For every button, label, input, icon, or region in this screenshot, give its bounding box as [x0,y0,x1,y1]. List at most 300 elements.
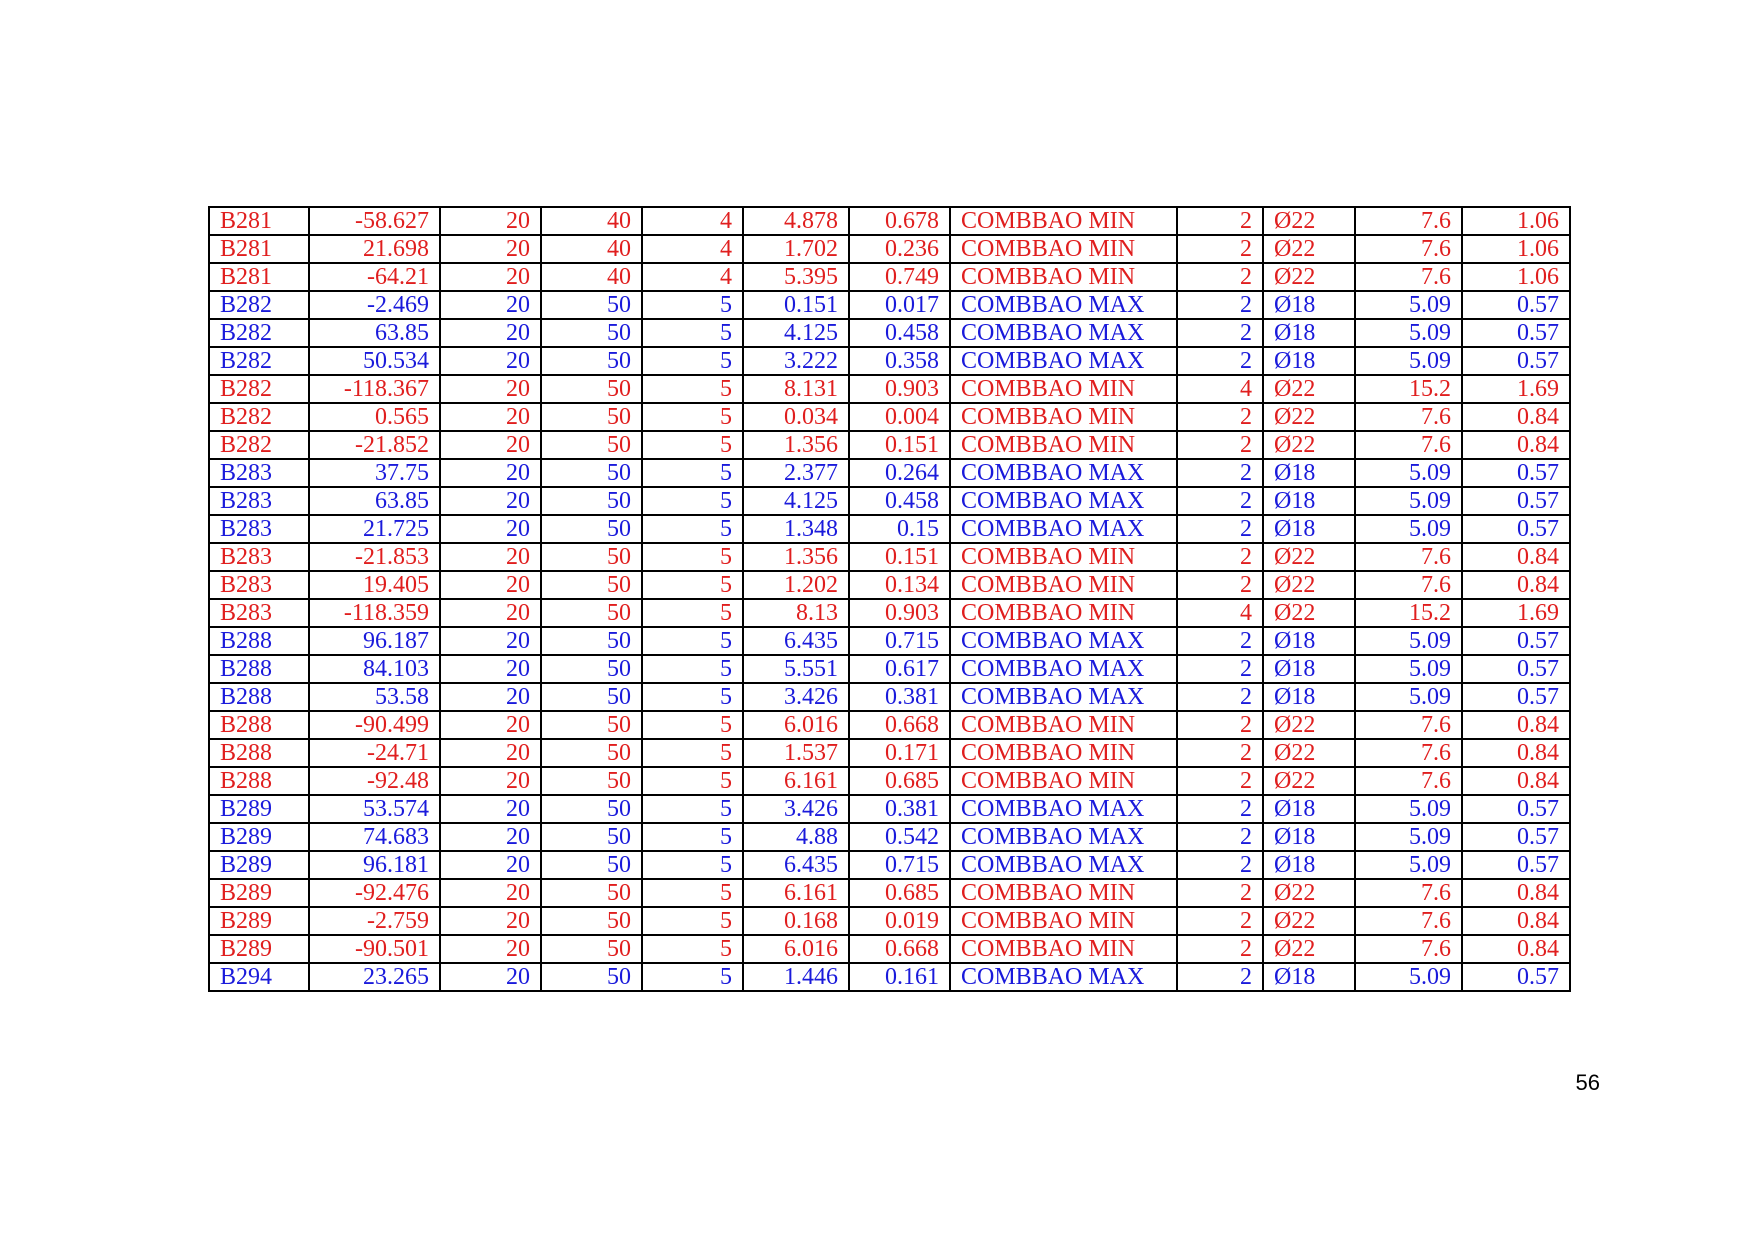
h-cell: 50 [541,291,642,319]
as-required-cell: 1.356 [743,431,849,459]
as-provided-cell: 7.6 [1355,207,1462,235]
combination-cell: COMBBAO MAX [950,655,1177,683]
h-cell: 50 [541,599,642,627]
a-cell: 5 [642,823,743,851]
b-cell: 20 [440,431,541,459]
a-cell: 5 [642,655,743,683]
ratio-cell: 0.15 [849,515,950,543]
combination-cell: COMBBAO MIN [950,431,1177,459]
beam-id-cell: B288 [209,655,309,683]
bar-diameter-cell: Ø22 [1263,599,1355,627]
bar-count-cell: 4 [1177,375,1263,403]
a-cell: 5 [642,739,743,767]
ratio-cell: 0.617 [849,655,950,683]
moment-cell: 63.85 [309,319,440,347]
h-cell: 50 [541,935,642,963]
beam-id-cell: B289 [209,795,309,823]
combination-cell: COMBBAO MIN [950,599,1177,627]
table-row [209,375,1570,403]
provided-ratio-cell: 0.57 [1462,683,1570,711]
table-row [209,207,1570,235]
table-row [209,767,1570,795]
a-cell: 5 [642,459,743,487]
as-required-cell: 6.016 [743,935,849,963]
ratio-cell: 0.685 [849,879,950,907]
h-cell: 50 [541,655,642,683]
combination-cell: COMBBAO MIN [950,207,1177,235]
bar-diameter-cell: Ø22 [1263,935,1355,963]
as-required-cell: 1.348 [743,515,849,543]
provided-ratio-cell: 0.57 [1462,795,1570,823]
table-row [209,319,1570,347]
combination-cell: COMBBAO MAX [950,683,1177,711]
combination-cell: COMBBAO MIN [950,739,1177,767]
a-cell: 5 [642,347,743,375]
bar-count-cell: 2 [1177,263,1263,291]
table-row [209,963,1570,991]
as-required-cell: 3.222 [743,347,849,375]
as-provided-cell: 7.6 [1355,739,1462,767]
table-row [209,907,1570,935]
a-cell: 5 [642,515,743,543]
provided-ratio-cell: 0.57 [1462,459,1570,487]
h-cell: 40 [541,235,642,263]
h-cell: 40 [541,207,642,235]
moment-cell: -64.21 [309,263,440,291]
h-cell: 50 [541,347,642,375]
b-cell: 20 [440,403,541,431]
as-provided-cell: 5.09 [1355,851,1462,879]
ratio-cell: 0.161 [849,963,950,991]
moment-cell: 96.187 [309,627,440,655]
as-provided-cell: 15.2 [1355,599,1462,627]
moment-cell: 74.683 [309,823,440,851]
as-provided-cell: 15.2 [1355,375,1462,403]
bar-diameter-cell: Ø18 [1263,459,1355,487]
as-required-cell: 0.151 [743,291,849,319]
moment-cell: 96.181 [309,851,440,879]
as-provided-cell: 7.6 [1355,403,1462,431]
as-required-cell: 0.168 [743,907,849,935]
ratio-cell: 0.458 [849,319,950,347]
combination-cell: COMBBAO MIN [950,879,1177,907]
moment-cell: 50.534 [309,347,440,375]
h-cell: 50 [541,879,642,907]
ratio-cell: 0.017 [849,291,950,319]
bar-diameter-cell: Ø22 [1263,431,1355,459]
b-cell: 20 [440,935,541,963]
table-row [209,711,1570,739]
table-row [209,655,1570,683]
h-cell: 50 [541,963,642,991]
bar-count-cell: 2 [1177,627,1263,655]
provided-ratio-cell: 0.84 [1462,739,1570,767]
moment-cell: -118.367 [309,375,440,403]
a-cell: 4 [642,235,743,263]
bar-count-cell: 2 [1177,291,1263,319]
a-cell: 5 [642,599,743,627]
moment-cell: 37.75 [309,459,440,487]
b-cell: 20 [440,627,541,655]
as-provided-cell: 7.6 [1355,571,1462,599]
h-cell: 50 [541,319,642,347]
b-cell: 20 [440,963,541,991]
beam-id-cell: B283 [209,543,309,571]
bar-diameter-cell: Ø18 [1263,347,1355,375]
combination-cell: COMBBAO MIN [950,235,1177,263]
h-cell: 50 [541,571,642,599]
table-row [209,879,1570,907]
a-cell: 5 [642,543,743,571]
ratio-cell: 0.542 [849,823,950,851]
table-row [209,543,1570,571]
h-cell: 50 [541,487,642,515]
h-cell: 50 [541,795,642,823]
bar-diameter-cell: Ø18 [1263,319,1355,347]
bar-count-cell: 2 [1177,403,1263,431]
moment-cell: -92.48 [309,767,440,795]
moment-cell: -118.359 [309,599,440,627]
bar-count-cell: 2 [1177,935,1263,963]
a-cell: 5 [642,683,743,711]
ratio-cell: 0.678 [849,207,950,235]
ratio-cell: 0.903 [849,599,950,627]
b-cell: 20 [440,375,541,403]
b-cell: 20 [440,207,541,235]
as-required-cell: 8.13 [743,599,849,627]
bar-count-cell: 2 [1177,515,1263,543]
moment-cell: -90.501 [309,935,440,963]
a-cell: 5 [642,795,743,823]
beam-id-cell: B282 [209,319,309,347]
bar-diameter-cell: Ø22 [1263,543,1355,571]
moment-cell: -24.71 [309,739,440,767]
as-provided-cell: 5.09 [1355,823,1462,851]
combination-cell: COMBBAO MAX [950,515,1177,543]
h-cell: 50 [541,375,642,403]
bar-diameter-cell: Ø22 [1263,263,1355,291]
as-provided-cell: 7.6 [1355,767,1462,795]
ratio-cell: 0.381 [849,795,950,823]
bar-diameter-cell: Ø18 [1263,487,1355,515]
beam-id-cell: B294 [209,963,309,991]
a-cell: 5 [642,375,743,403]
table-row [209,403,1570,431]
bar-diameter-cell: Ø22 [1263,207,1355,235]
a-cell: 5 [642,963,743,991]
provided-ratio-cell: 0.57 [1462,487,1570,515]
bar-diameter-cell: Ø22 [1263,235,1355,263]
provided-ratio-cell: 1.06 [1462,235,1570,263]
b-cell: 20 [440,347,541,375]
beam-id-cell: B283 [209,599,309,627]
as-required-cell: 6.435 [743,627,849,655]
ratio-cell: 0.358 [849,347,950,375]
beam-reinforcement-table [208,206,1571,992]
combination-cell: COMBBAO MAX [950,851,1177,879]
combination-cell: COMBBAO MIN [950,263,1177,291]
a-cell: 5 [642,571,743,599]
beam-id-cell: B281 [209,207,309,235]
as-provided-cell: 7.6 [1355,935,1462,963]
bar-count-cell: 2 [1177,711,1263,739]
h-cell: 50 [541,823,642,851]
provided-ratio-cell: 0.57 [1462,347,1570,375]
as-required-cell: 1.702 [743,235,849,263]
b-cell: 20 [440,823,541,851]
h-cell: 40 [541,263,642,291]
provided-ratio-cell: 1.06 [1462,207,1570,235]
provided-ratio-cell: 0.57 [1462,851,1570,879]
a-cell: 5 [642,851,743,879]
moment-cell: -21.853 [309,543,440,571]
ratio-cell: 0.151 [849,431,950,459]
bar-diameter-cell: Ø22 [1263,375,1355,403]
table-row [209,487,1570,515]
as-provided-cell: 5.09 [1355,683,1462,711]
ratio-cell: 0.715 [849,851,950,879]
h-cell: 50 [541,431,642,459]
bar-count-cell: 2 [1177,795,1263,823]
bar-count-cell: 2 [1177,207,1263,235]
provided-ratio-cell: 0.84 [1462,935,1570,963]
h-cell: 50 [541,403,642,431]
table-row [209,599,1570,627]
table-row [209,739,1570,767]
as-provided-cell: 5.09 [1355,627,1462,655]
b-cell: 20 [440,767,541,795]
table-row [209,235,1570,263]
beam-id-cell: B288 [209,711,309,739]
beam-id-cell: B283 [209,515,309,543]
a-cell: 5 [642,711,743,739]
b-cell: 20 [440,487,541,515]
beam-id-cell: B283 [209,487,309,515]
bar-count-cell: 2 [1177,963,1263,991]
provided-ratio-cell: 0.57 [1462,319,1570,347]
as-required-cell: 6.161 [743,879,849,907]
b-cell: 20 [440,235,541,263]
provided-ratio-cell: 0.84 [1462,431,1570,459]
bar-diameter-cell: Ø22 [1263,403,1355,431]
bar-count-cell: 2 [1177,487,1263,515]
beam-id-cell: B282 [209,375,309,403]
provided-ratio-cell: 0.84 [1462,767,1570,795]
provided-ratio-cell: 0.84 [1462,711,1570,739]
ratio-cell: 0.381 [849,683,950,711]
moment-cell: -58.627 [309,207,440,235]
as-provided-cell: 5.09 [1355,655,1462,683]
ratio-cell: 0.668 [849,711,950,739]
bar-count-cell: 2 [1177,851,1263,879]
ratio-cell: 0.749 [849,263,950,291]
b-cell: 20 [440,711,541,739]
combination-cell: COMBBAO MAX [950,319,1177,347]
moment-cell: -2.759 [309,907,440,935]
beam-id-cell: B289 [209,823,309,851]
h-cell: 50 [541,627,642,655]
combination-cell: COMBBAO MAX [950,487,1177,515]
provided-ratio-cell: 0.57 [1462,823,1570,851]
b-cell: 20 [440,851,541,879]
as-required-cell: 6.161 [743,767,849,795]
h-cell: 50 [541,711,642,739]
page-number: 56 [1575,1070,1600,1095]
as-required-cell: 2.377 [743,459,849,487]
as-required-cell: 1.356 [743,543,849,571]
ratio-cell: 0.685 [849,767,950,795]
moment-cell: 53.574 [309,795,440,823]
table-row [209,459,1570,487]
beam-id-cell: B289 [209,879,309,907]
bar-count-cell: 2 [1177,543,1263,571]
table-row [209,291,1570,319]
combination-cell: COMBBAO MIN [950,767,1177,795]
combination-cell: COMBBAO MIN [950,403,1177,431]
as-provided-cell: 5.09 [1355,347,1462,375]
as-required-cell: 4.125 [743,487,849,515]
as-provided-cell: 5.09 [1355,515,1462,543]
bar-count-cell: 2 [1177,767,1263,795]
provided-ratio-cell: 0.57 [1462,963,1570,991]
as-provided-cell: 5.09 [1355,459,1462,487]
ratio-cell: 0.715 [849,627,950,655]
moment-cell: 84.103 [309,655,440,683]
bar-count-cell: 2 [1177,739,1263,767]
b-cell: 20 [440,571,541,599]
beam-id-cell: B288 [209,767,309,795]
moment-cell: 21.698 [309,235,440,263]
combination-cell: COMBBAO MAX [950,823,1177,851]
as-required-cell: 4.878 [743,207,849,235]
a-cell: 5 [642,487,743,515]
beam-id-cell: B288 [209,683,309,711]
ratio-cell: 0.134 [849,571,950,599]
moment-cell: -2.469 [309,291,440,319]
table-row [209,627,1570,655]
as-required-cell: 6.435 [743,851,849,879]
table-row [209,347,1570,375]
combination-cell: COMBBAO MIN [950,907,1177,935]
as-provided-cell: 7.6 [1355,907,1462,935]
h-cell: 50 [541,851,642,879]
h-cell: 50 [541,459,642,487]
ratio-cell: 0.903 [849,375,950,403]
moment-cell: -92.476 [309,879,440,907]
provided-ratio-cell: 1.06 [1462,263,1570,291]
bar-diameter-cell: Ø18 [1263,963,1355,991]
h-cell: 50 [541,515,642,543]
ratio-cell: 0.019 [849,907,950,935]
as-provided-cell: 5.09 [1355,291,1462,319]
as-required-cell: 4.88 [743,823,849,851]
ratio-cell: 0.264 [849,459,950,487]
b-cell: 20 [440,683,541,711]
b-cell: 20 [440,515,541,543]
table-row [209,515,1570,543]
bar-diameter-cell: Ø22 [1263,571,1355,599]
combination-cell: COMBBAO MIN [950,543,1177,571]
bar-diameter-cell: Ø18 [1263,655,1355,683]
table-row [209,851,1570,879]
beam-id-cell: B283 [209,459,309,487]
as-required-cell: 8.131 [743,375,849,403]
table-row [209,431,1570,459]
moment-cell: 21.725 [309,515,440,543]
bar-count-cell: 2 [1177,879,1263,907]
moment-cell: 53.58 [309,683,440,711]
moment-cell: 0.565 [309,403,440,431]
as-provided-cell: 7.6 [1355,543,1462,571]
provided-ratio-cell: 0.84 [1462,543,1570,571]
bar-diameter-cell: Ø22 [1263,739,1355,767]
bar-count-cell: 2 [1177,683,1263,711]
as-required-cell: 3.426 [743,683,849,711]
bar-diameter-cell: Ø22 [1263,879,1355,907]
as-provided-cell: 5.09 [1355,319,1462,347]
a-cell: 5 [642,767,743,795]
b-cell: 20 [440,795,541,823]
beam-id-cell: B289 [209,907,309,935]
h-cell: 50 [541,767,642,795]
bar-count-cell: 2 [1177,235,1263,263]
a-cell: 5 [642,907,743,935]
as-provided-cell: 7.6 [1355,235,1462,263]
beam-id-cell: B283 [209,571,309,599]
a-cell: 5 [642,935,743,963]
as-provided-cell: 5.09 [1355,487,1462,515]
a-cell: 5 [642,431,743,459]
combination-cell: COMBBAO MAX [950,459,1177,487]
table-row [209,683,1570,711]
combination-cell: COMBBAO MIN [950,935,1177,963]
combination-cell: COMBBAO MIN [950,571,1177,599]
bar-count-cell: 2 [1177,823,1263,851]
as-required-cell: 1.446 [743,963,849,991]
bar-diameter-cell: Ø22 [1263,907,1355,935]
bar-count-cell: 2 [1177,431,1263,459]
table-row [209,935,1570,963]
bar-diameter-cell: Ø18 [1263,823,1355,851]
moment-cell: -21.852 [309,431,440,459]
bar-diameter-cell: Ø22 [1263,767,1355,795]
beam-id-cell: B281 [209,235,309,263]
ratio-cell: 0.236 [849,235,950,263]
ratio-cell: 0.004 [849,403,950,431]
bar-count-cell: 2 [1177,319,1263,347]
combination-cell: COMBBAO MAX [950,627,1177,655]
provided-ratio-cell: 0.57 [1462,515,1570,543]
bar-diameter-cell: Ø18 [1263,291,1355,319]
beam-id-cell: B288 [209,627,309,655]
as-provided-cell: 5.09 [1355,795,1462,823]
b-cell: 20 [440,739,541,767]
bar-diameter-cell: Ø18 [1263,627,1355,655]
beam-id-cell: B288 [209,739,309,767]
bar-diameter-cell: Ø18 [1263,683,1355,711]
b-cell: 20 [440,459,541,487]
as-provided-cell: 7.6 [1355,431,1462,459]
ratio-cell: 0.171 [849,739,950,767]
beam-id-cell: B282 [209,431,309,459]
bar-count-cell: 4 [1177,599,1263,627]
beam-id-cell: B281 [209,263,309,291]
a-cell: 5 [642,879,743,907]
bar-diameter-cell: Ø22 [1263,711,1355,739]
ratio-cell: 0.151 [849,543,950,571]
as-provided-cell: 7.6 [1355,879,1462,907]
provided-ratio-cell: 0.57 [1462,655,1570,683]
